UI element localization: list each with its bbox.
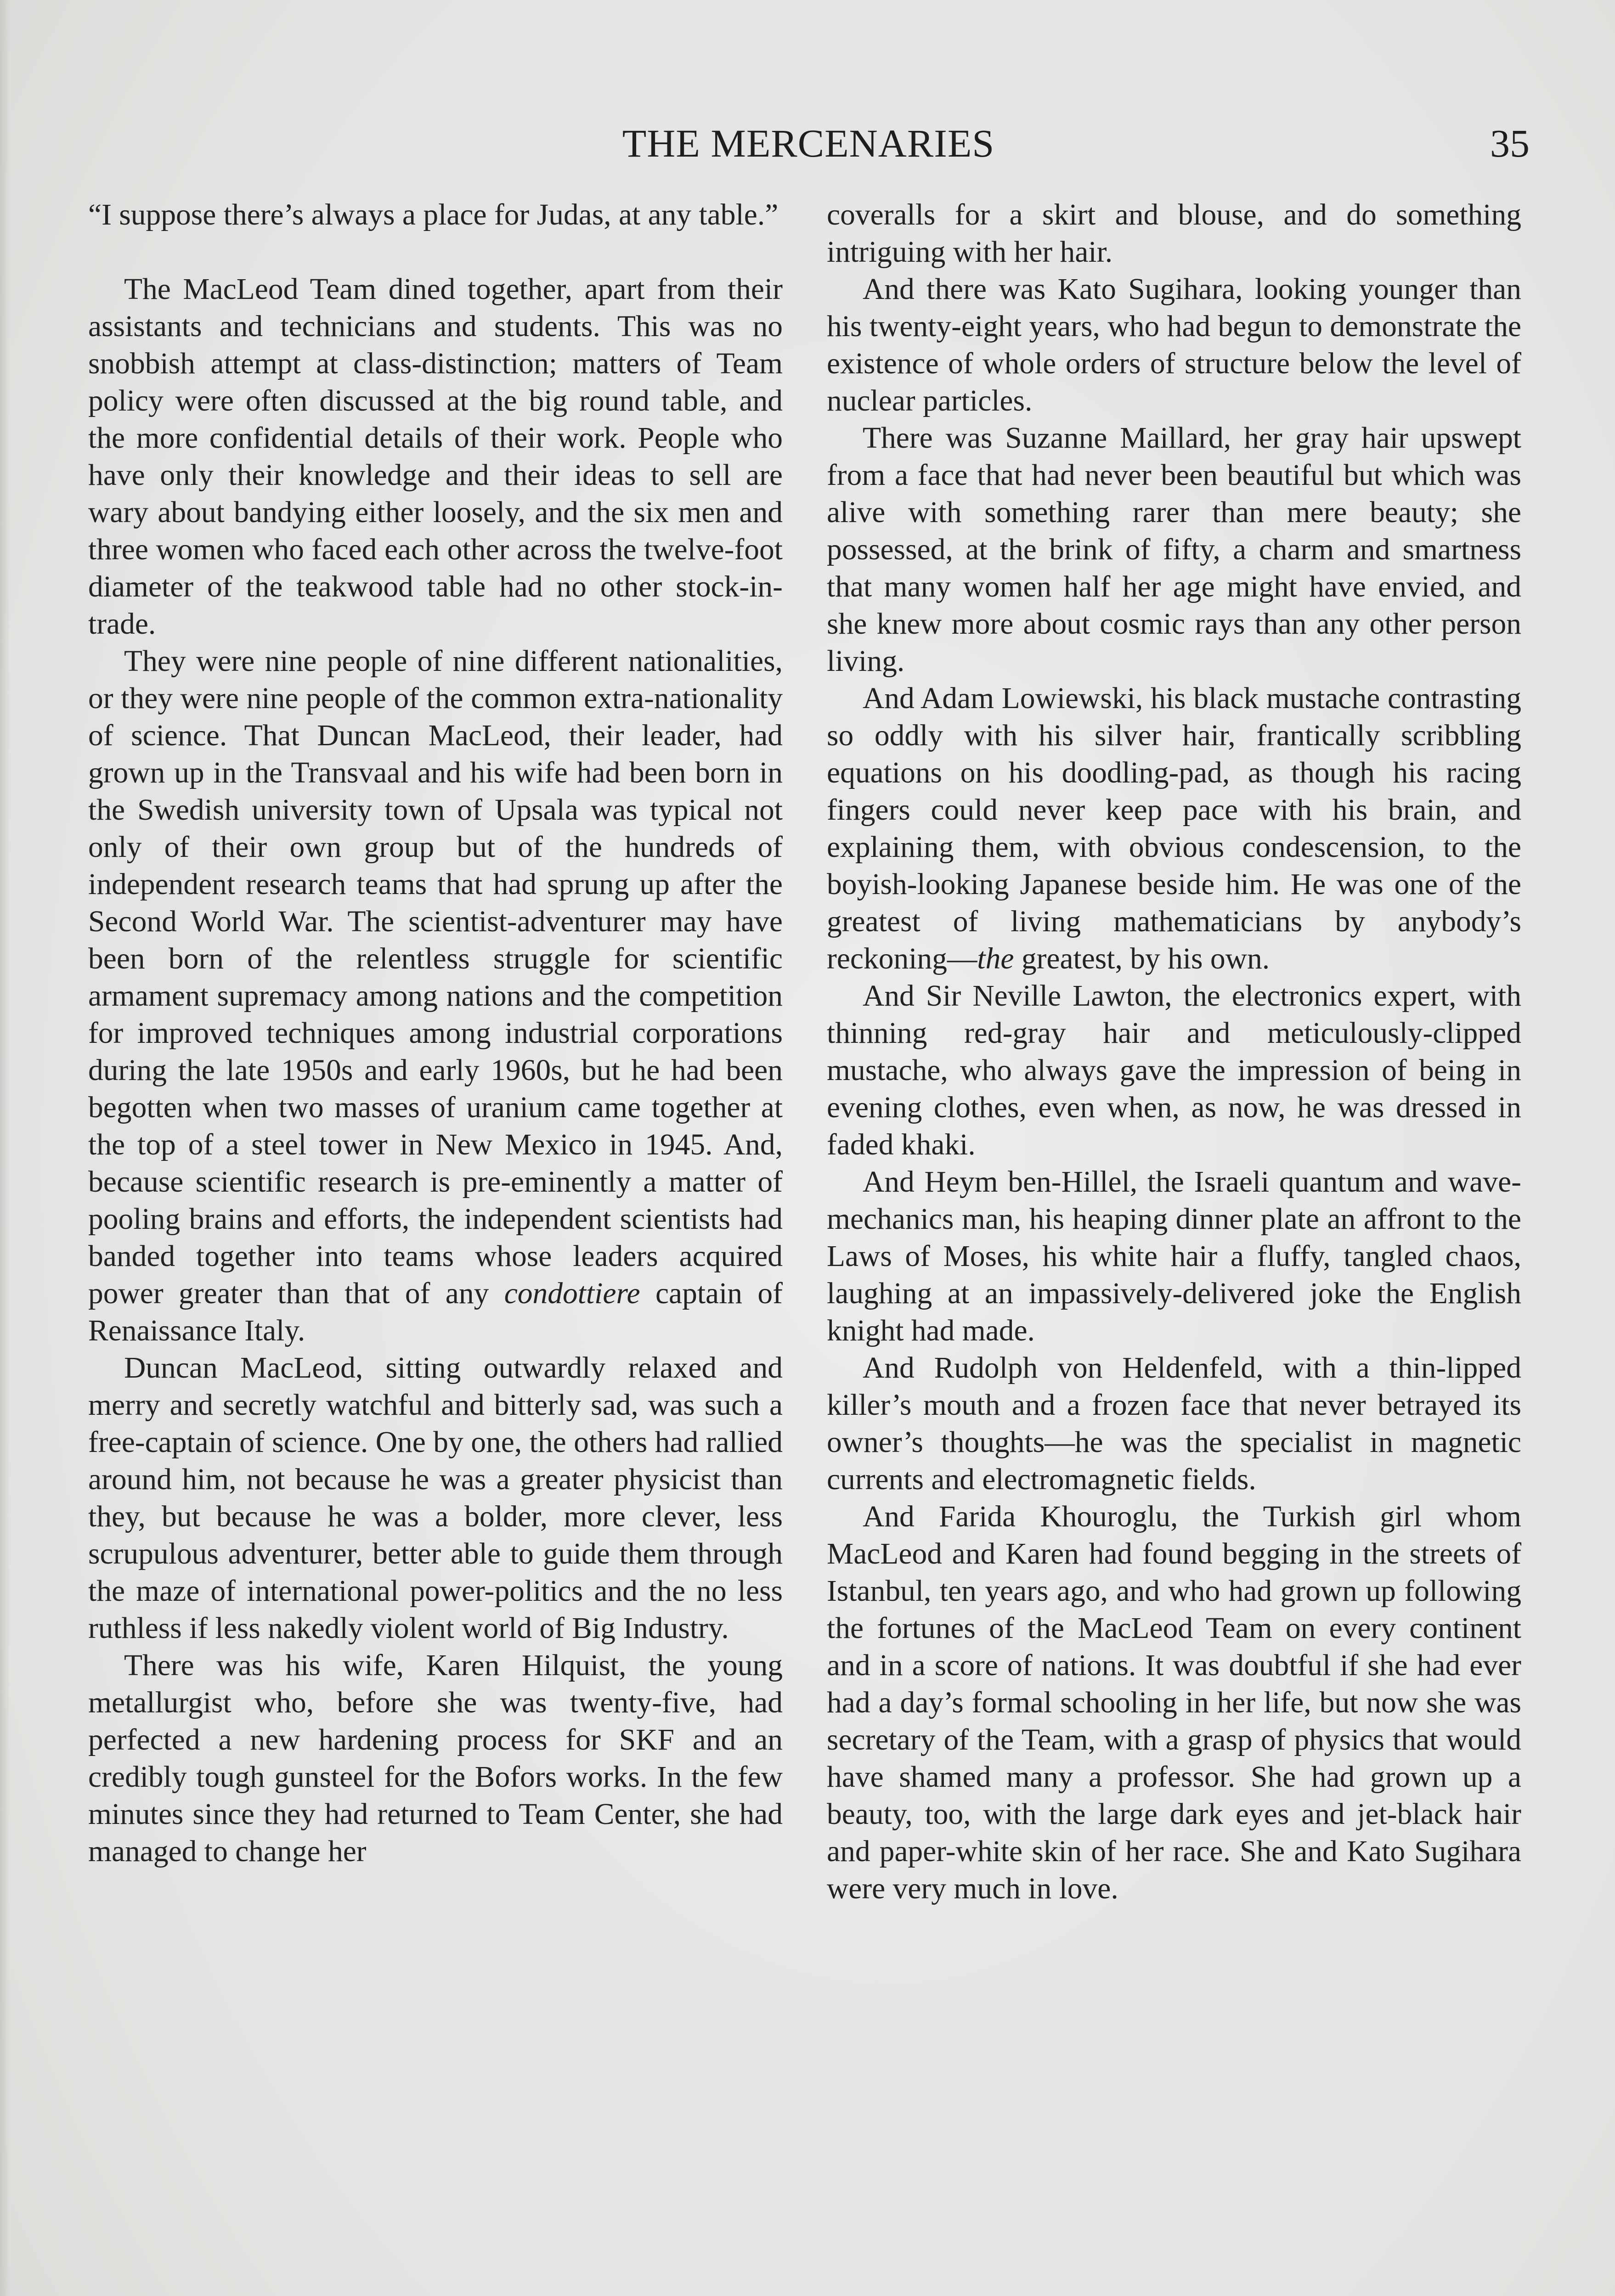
page-edge-shadow [0, 0, 10, 2296]
paragraph: There was his wife, Karen Hilquist, the young metallurgist who, before she was twenty-five, had perfected a new hardening process for SKF and an credibly tough gunsteel for the Bofors works. In the few minutes since they had returned to Team Center, she had managed to change her [88, 1649, 783, 1868]
section-break [88, 234, 783, 271]
paragraph: Duncan MacLeod, sitting outwardly relaxed and merry and secretly watchful and bitterly sad, was such a free-captain of science. One by one, the others had rallied around him, not because he was a greater physicist than they, but because he was a bolder, more clever, less scrupulous adventurer, better able to guide them through the maze of international power-politics and the no less ruthless if less nakedly violent world of Big Industry. [88, 1351, 783, 1645]
left-column [88, 197, 783, 1870]
right-column [827, 197, 1521, 1908]
italic-term: condottiere [504, 1277, 640, 1310]
paragraph-text: captain of Renaissance Italy. [88, 1277, 783, 1347]
paragraph: There was Suzanne Maillard, her gray hair upswept from a face that had never been beautiful but which was alive with something rarer than mere beauty; she possessed, at the brink of fifty, a charm and smartness that many women half her age might have envied, and she knew more about cosmic rays than any other person living. [827, 422, 1521, 678]
paragraph [88, 643, 783, 1350]
paragraph: And Sir Neville Lawton, the electronics expert, with thinning red-gray hair and meticulously-clipped mustache, who always gave the impression of being in evening clothes, even when, as now, he was dressed in faded khaki. [827, 979, 1521, 1161]
paragraph-text: greatest, by his own. [1014, 942, 1270, 975]
page-number: 35 [1490, 121, 1530, 165]
paragraph: And there was Kato Sugihara, looking younger than his twenty-eight years, who had begun to demonstrate the existence of whole orders of structure below the level of nuclear particles. [827, 273, 1521, 417]
paragraph [827, 680, 1521, 978]
paragraph: The MacLeod Team dined together, apart from their assistants and technicians and students. This was no snobbish attempt at class-distinction; matters of Team policy were often discussed at the big round table, and the more confidential details of their work. People who have only their knowledge and their ideas to sell are wary about bandying either loosely, and the six men and three women who faced each other across the twelve-foot diameter of the teakwood table had no other stock-in-trade. [88, 273, 783, 641]
paragraph: coveralls for a skirt and blouse, and do something intriguing with her hair. [827, 198, 1521, 269]
paragraph: “I suppose there’s always a place for Judas, at any table.” [88, 198, 779, 231]
paragraph: And Heym ben-Hillel, the Israeli quantum and wave-mechanics man, his heaping dinner plate an affront to the Laws of Moses, his white hair a fluffy, tangled chaos, laughing at an impassively-delivered joke the English knight had made. [827, 1165, 1521, 1347]
paragraph: And Farida Khouroglu, the Turkish girl whom MacLeod and Karen had found begging in the streets of Istanbul, ten years ago, and who had grown up following the fortunes of the MacLeod Team on every continent and in a score of nations. It was doubtful if she had ever had a day’s formal schooling in her life, but now she was secretary of the Team, with a grasp of physics that would have shamed many a professor. She had grown up a beauty, too, with the large dark eyes and jet-black hair and paper-white skin of her race. She and Kato Sugihara were very much in love. [827, 1500, 1521, 1905]
italic-term: the [977, 942, 1014, 975]
paragraph-text: And Adam Lowiewski, his black mustache contrasting so oddly with his silver hair, frantically scribbling equations on his doodling-pad, as though his racing fingers could never keep pace with his brain, and explaining them, with obvious condescension, to the boyish-looking Japanese beside him. He was one of the greatest of living mathematicians by anybody’s reckoning— [827, 682, 1521, 975]
running-title: THE MERCENARIES [622, 121, 995, 165]
paragraph: And Rudolph von Heldenfeld, with a thin-lipped killer’s mouth and a frozen face that never betrayed its owner’s thoughts—he was the specialist in magnetic currents and electromagnetic fields. [827, 1351, 1521, 1496]
paragraph-text: They were nine people of nine different nationalities, or they were nine people of the common extra-nationality of science. That Duncan MacLeod, their leader, had grown up in the Transvaal and his wife had been born in the Swedish university town of Upsala was typical not only of their own group but of the hundreds of independent research teams that had sprung up after the Second World War. The scientist-adventurer may have been born of the relentless struggle for scientific armament supremacy among nations and the competition for improved techniques among industrial corporations during the late 1950s and early 1960s, but he had been begotten when two masses of uranium came together at the top of a steel tower in New Mexico in 1945. And, because scientific research is pre-eminently a matter of pooling brains and efforts, the independent scientists had banded together into teams whose leaders acquired power greater than that of any [88, 645, 783, 1310]
running-header [87, 120, 1530, 171]
